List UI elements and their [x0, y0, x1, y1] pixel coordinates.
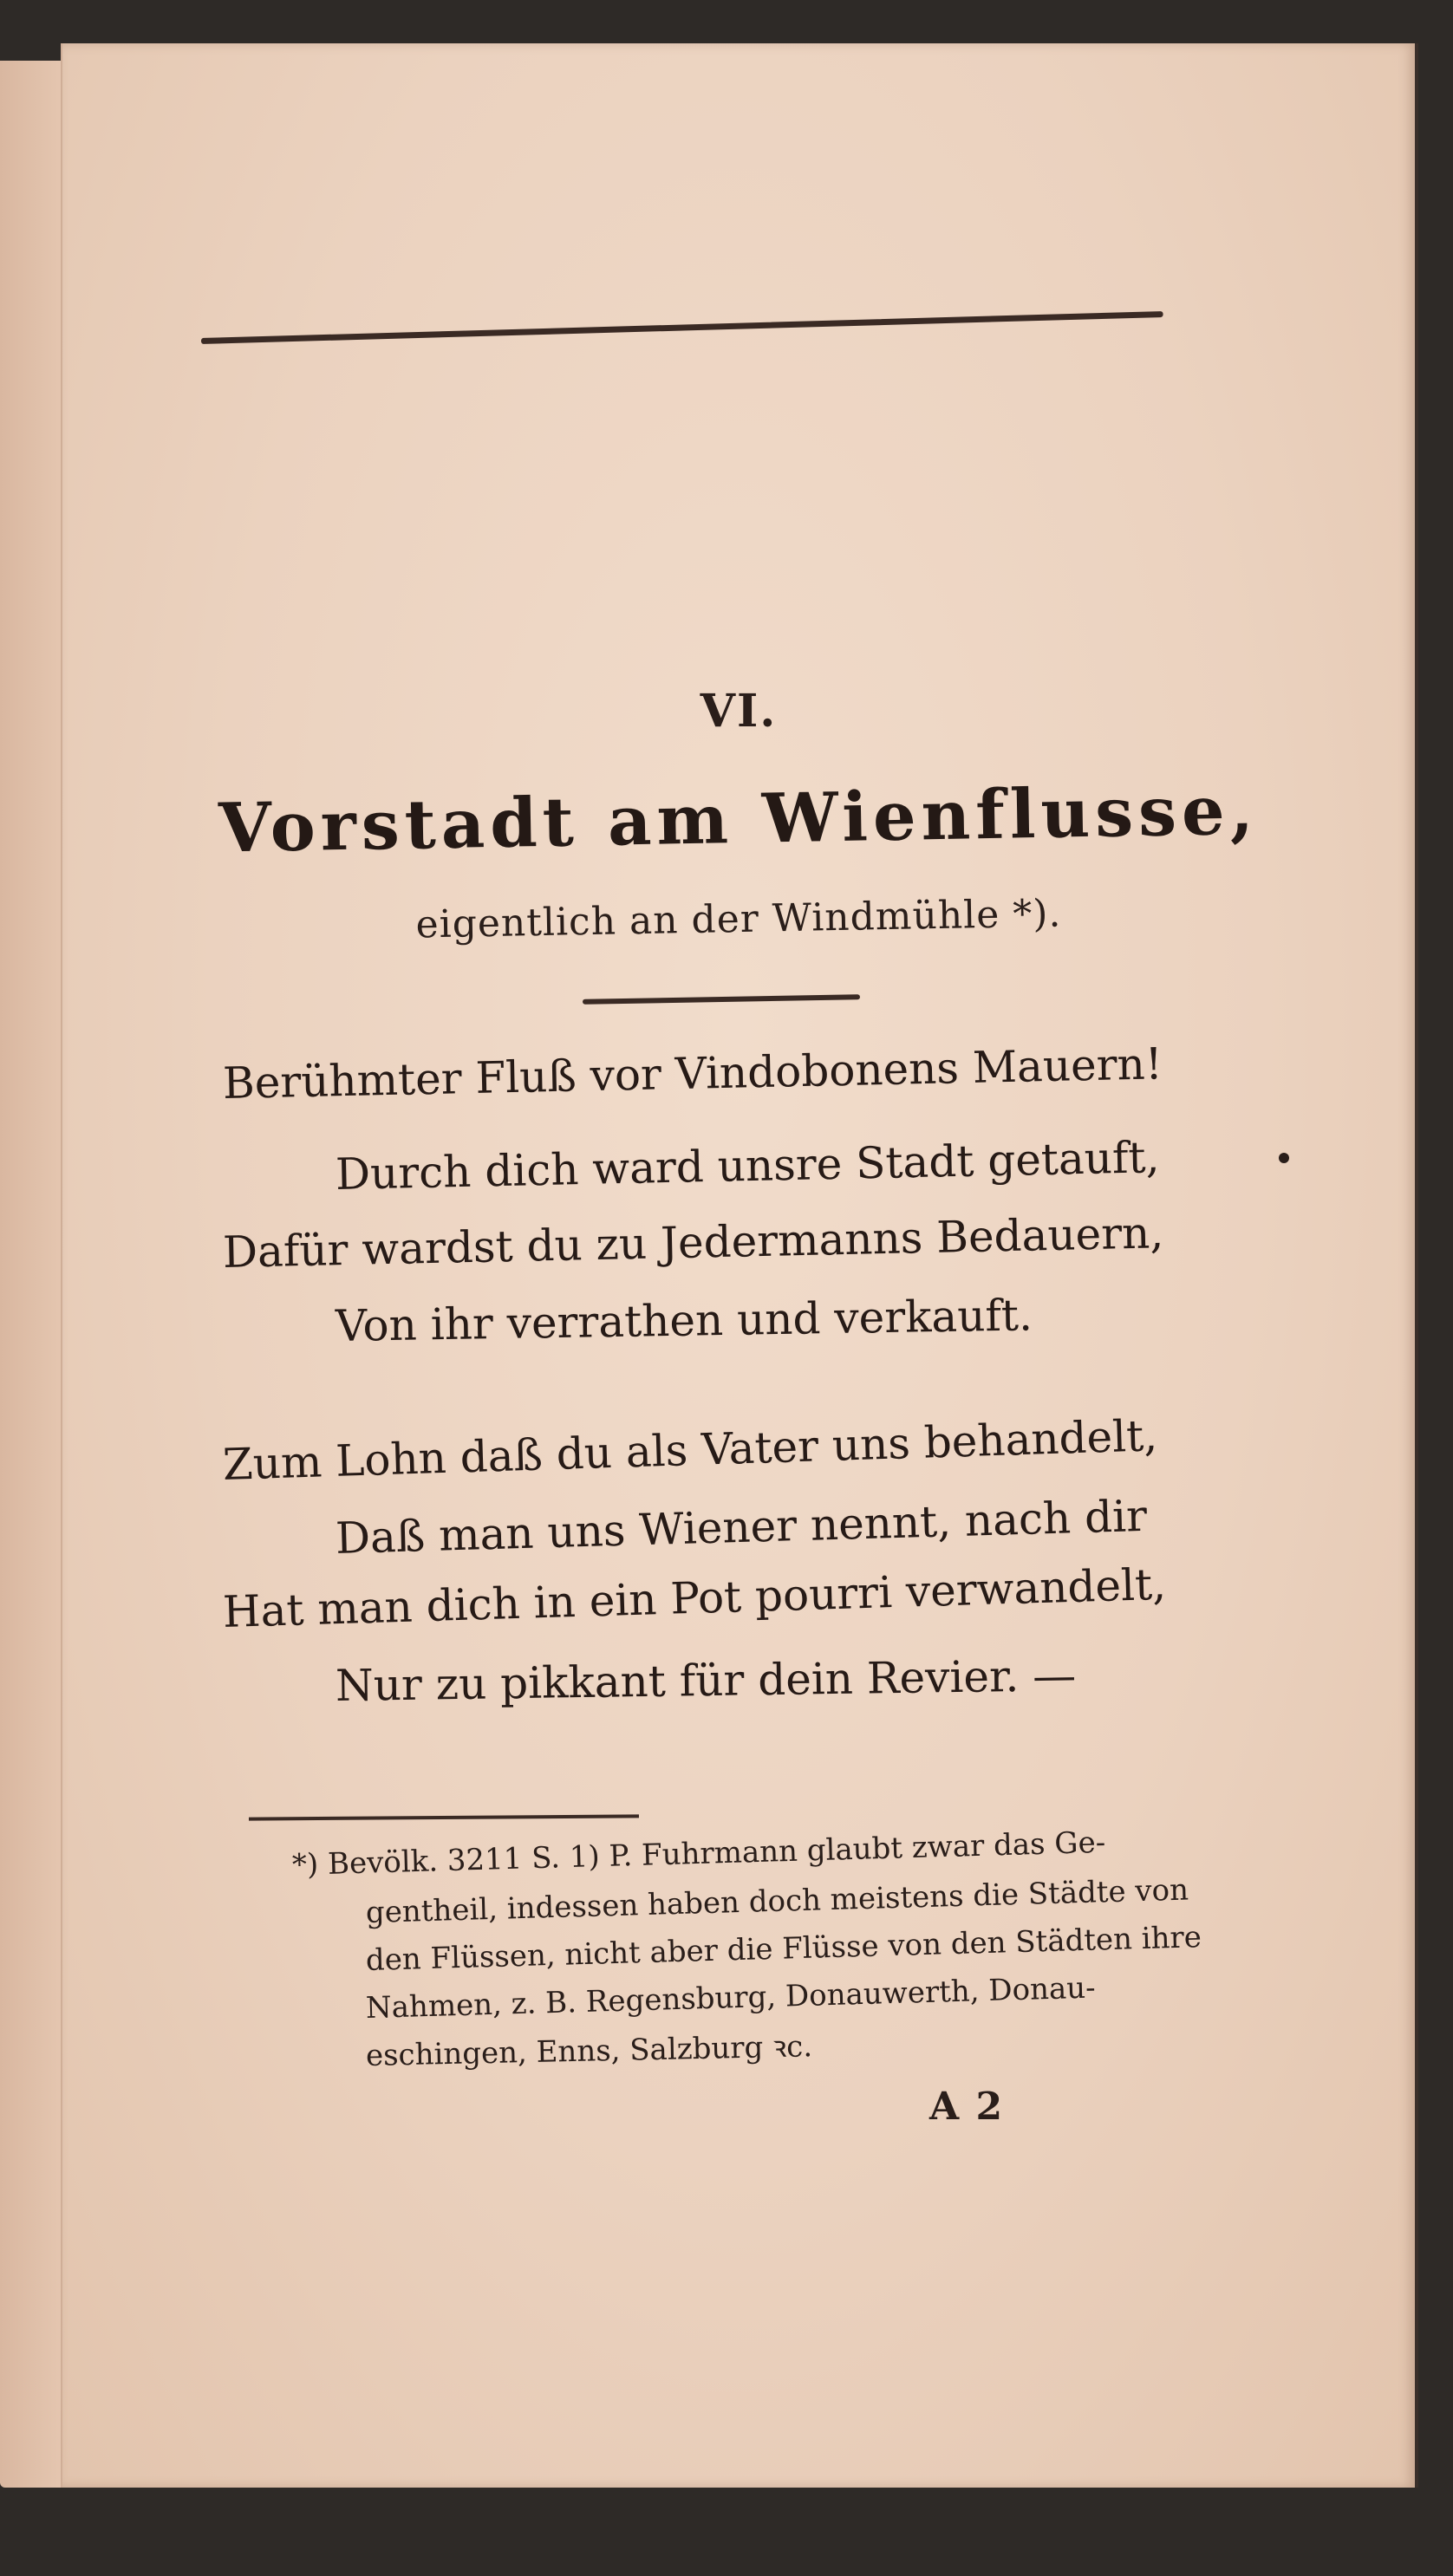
signature-mark: A 2: [929, 2085, 1005, 2129]
poem-title: Vorstadt am Wienflusse,: [218, 771, 1260, 868]
title-rule: [583, 994, 860, 1005]
footnote-line: den Flüssen, nicht aber die Flüsse von den Städten ihre: [365, 1920, 1202, 1978]
footnote-line: eschingen, Enns, Salzburg ꝛc.: [365, 2029, 813, 2073]
footnote-line: *) Bevölk. 3211 S. 1) P. Fuhrmann glaubt zwar das Ge-: [291, 1825, 1106, 1883]
footnote-rule: [249, 1814, 639, 1820]
footnote-line: gentheil, indessen haben doch meistens die Städte von: [365, 1872, 1189, 1930]
top-rule: [201, 311, 1163, 344]
verse-line: Hat man dich in ein Pot pourri verwandelt,: [222, 1558, 1167, 1637]
verse-line: Dafür wardst du zu Jedermanns Bedauern,: [222, 1207, 1164, 1278]
verse-line: Berühmter Fluß vor Vindobonens Mauern!: [222, 1038, 1163, 1109]
verse-line: Daß man uns Wiener nennt, nach dir: [335, 1490, 1148, 1564]
verse-line: Durch dich ward unsre Stadt getauft,: [335, 1132, 1160, 1200]
footnote-line: Nahmen, z. B. Regensburg, Donauwerth, Donau-: [365, 1970, 1097, 2026]
verse-line: Von ihr verrathen und verkauft.: [335, 1290, 1033, 1351]
chapter-number: VI.: [700, 685, 778, 738]
poem-subtitle: eigentlich an der Windmühle *).: [415, 891, 1062, 947]
ink-dot: [1279, 1153, 1289, 1163]
book-page: [61, 43, 1415, 2488]
verse-line: Nur zu pikkant für dein Revier. —: [335, 1650, 1077, 1711]
verse-line: Zum Lohn daß du als Vater uns behandelt,: [222, 1410, 1158, 1490]
